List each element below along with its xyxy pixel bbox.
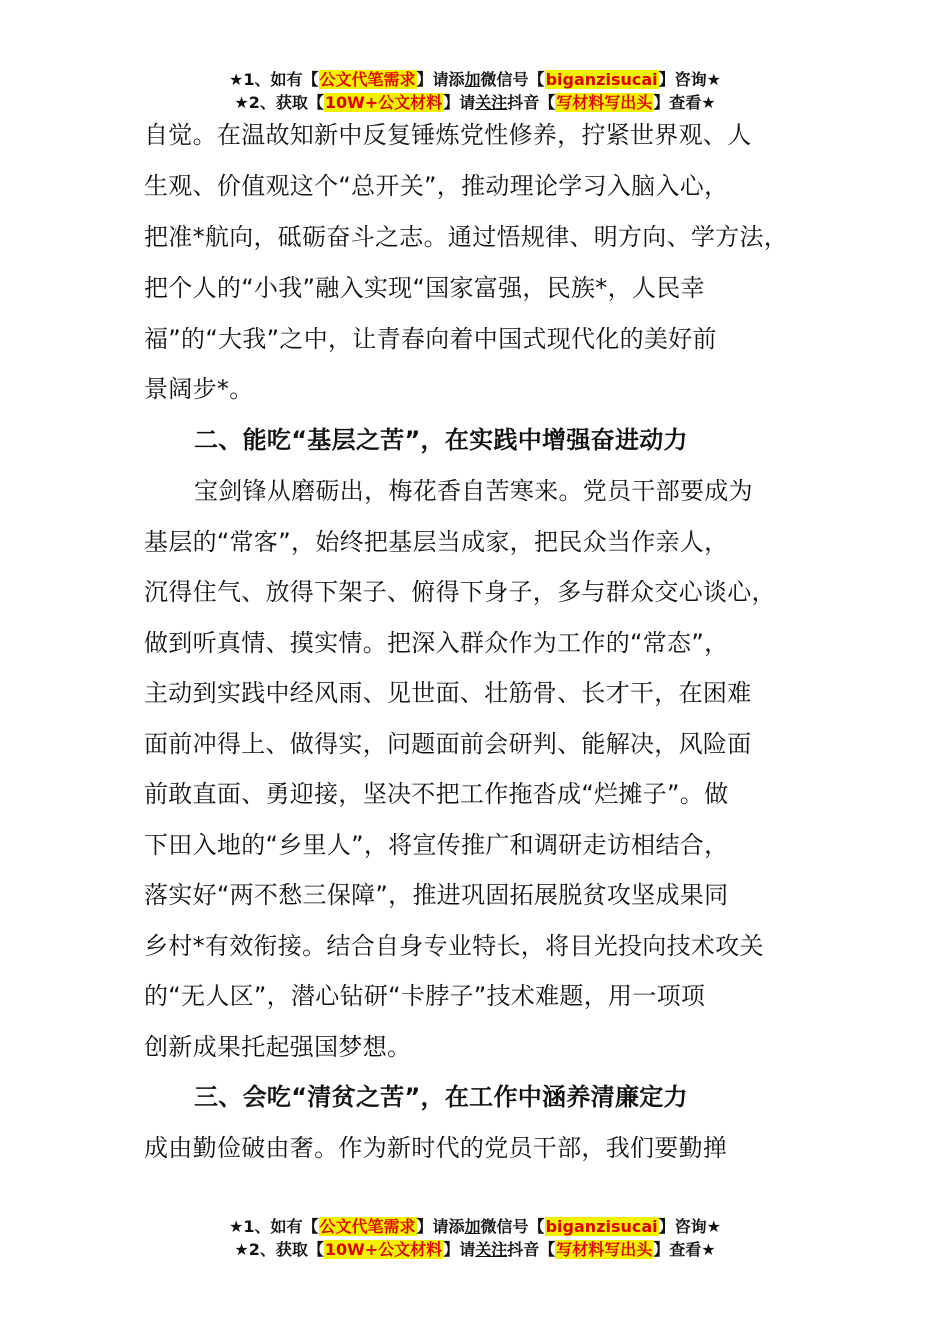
- highlight-service: 公文代笔需求: [319, 1217, 416, 1236]
- banner-line-2: [0, 91, 950, 114]
- highlight-douyin-account: 写材料写出头: [556, 93, 653, 112]
- highlight-wechat-id: biganzisucai: [545, 70, 658, 89]
- paragraph-line: 面前冲得上、做得实，问题面前会研判、能解决，风险面: [144, 730, 752, 758]
- highlight-materials: 10W+公文材料: [324, 1240, 443, 1259]
- paragraph-line: 落实好“两不愁三保障”，推进巩固拓展脱贫攻坚成果同: [144, 881, 729, 909]
- paragraph-line: 沉得住气、放得下架子、俯得下身子，多与群众交心谈心，: [144, 578, 776, 606]
- banner-text: 】请添: [416, 70, 465, 89]
- banner-text: 】查看★: [653, 93, 716, 112]
- banner-line-1: [0, 1215, 950, 1238]
- banner-text: 】请添: [416, 1217, 465, 1236]
- banner-text: 】咨询★: [658, 1217, 721, 1236]
- paragraph-line: 福”的“大我”之中，让青春向着中国式现代化的美好前: [144, 325, 717, 353]
- paragraph-line: 基层的“常客”，始终把基层当成家，把民众当作亲人，: [144, 528, 729, 556]
- banner-text: ★2、获取【: [234, 93, 324, 112]
- banner-text: 关注: [475, 93, 508, 112]
- highlight-materials: 10W+公文材料: [324, 93, 443, 112]
- paragraph-line: 的“无人区”，潜心钻研“卡脖子”技术难题，用一项项: [144, 982, 706, 1010]
- paragraph-line: 成由勤俭破由奢。作为新时代的党员干部，我们要勤掸: [144, 1134, 728, 1162]
- paragraph-line: 景阔步*。: [144, 375, 254, 403]
- banner-text: 抖音【: [507, 93, 556, 112]
- banner-text: ★2、获取【: [234, 1240, 324, 1259]
- paragraph-line: 把准*航向，砥砺奋斗之志。通过悟规律、明方向、学方法，: [144, 223, 789, 251]
- paragraph-line: 前敢直面、勇迎接，坚决不把工作拖沓成“烂摊子”。做: [144, 780, 729, 808]
- banner-text: 】查看★: [653, 1240, 716, 1259]
- banner-text: 微信号【: [480, 1217, 545, 1236]
- paragraph-line: 创新成果托起强国梦想。: [144, 1033, 412, 1061]
- banner-text: ★1、如有【: [229, 1217, 319, 1236]
- banner-text: 】请: [443, 1240, 476, 1259]
- paragraph-line: 把个人的“小我”融入实现“国家富强，民族*，人民幸: [144, 274, 705, 302]
- paragraph-line: 主动到实践中经风雨、见世面、壮筋骨、长才干，在困难: [144, 679, 752, 707]
- section-heading: 二、能吃“基层之苦”，在实践中增强奋进动力: [194, 426, 688, 454]
- banner-text: 加: [464, 70, 481, 89]
- footer-banner: [0, 1215, 950, 1261]
- paragraph-line: 宝剑锋从磨砺出，梅花香自苦寒来。党员干部要成为: [194, 477, 753, 505]
- highlight-wechat-id: biganzisucai: [545, 1217, 658, 1236]
- paragraph-line: 乡村*有效衔接。结合自身专业特长，将目光投向技术攻关: [144, 932, 764, 960]
- banner-line-2: [0, 1238, 950, 1261]
- highlight-douyin-account: 写材料写出头: [556, 1240, 653, 1259]
- paragraph-line: 生观、价值观这个“总开关”，推动理论学习入脑入心，: [144, 172, 729, 200]
- banner-text: 】咨询★: [658, 70, 721, 89]
- banner-text: ★1、如有【: [229, 70, 319, 89]
- banner-text: 抖音【: [507, 1240, 556, 1259]
- banner-text: 微信号【: [480, 70, 545, 89]
- banner-text: 关注: [475, 1240, 508, 1259]
- highlight-service: 公文代笔需求: [319, 70, 416, 89]
- paragraph-line: 下田入地的“乡里人”，将宣传推广和调研走访相结合，: [144, 831, 729, 859]
- banner-text: 加: [464, 1217, 481, 1236]
- banner-text: 】请: [443, 93, 476, 112]
- paragraph-line: 做到听真情、摸实情。把深入群众作为工作的“常态”，: [144, 629, 729, 657]
- banner-line-1: [0, 68, 950, 91]
- header-banner: [0, 68, 950, 114]
- paragraph-line: 自觉。在温故知新中反复锤炼党性修养，拧紧世界观、人: [144, 121, 752, 149]
- section-heading: 三、会吃“清贫之苦”，在工作中涵养清廉定力: [194, 1083, 688, 1111]
